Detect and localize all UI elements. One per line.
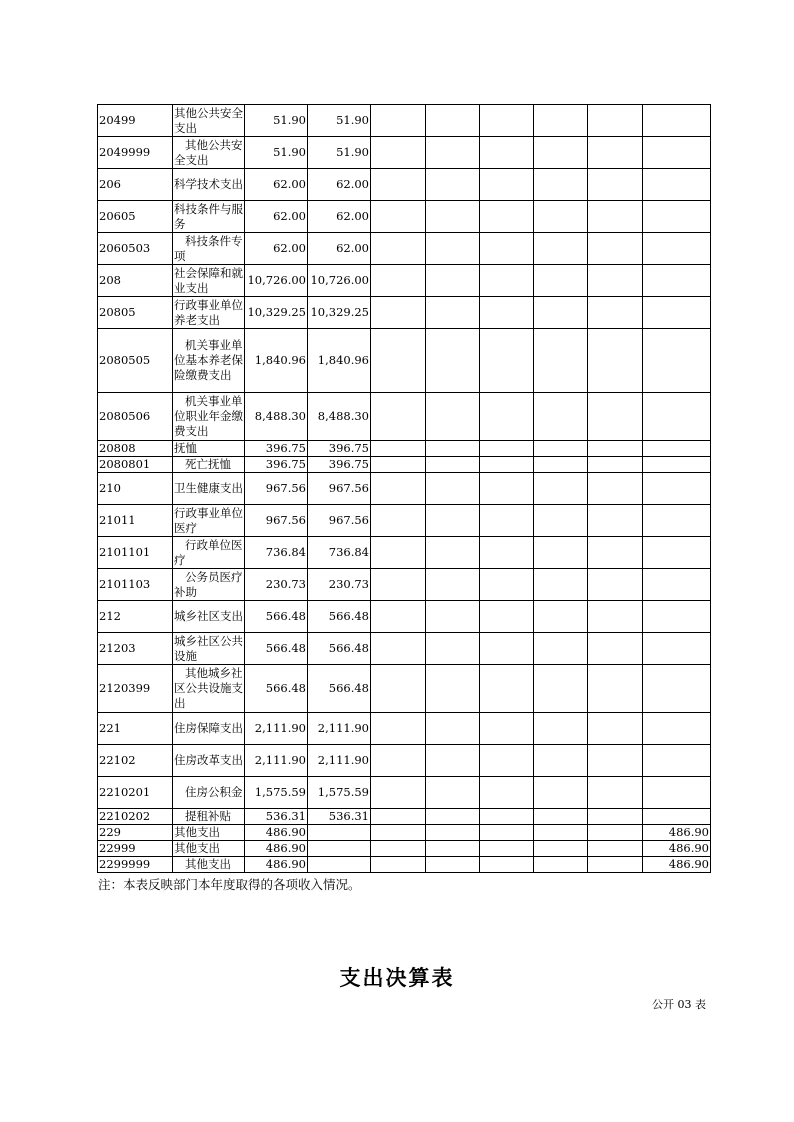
empty-cell: [588, 713, 643, 745]
code-cell: 221: [98, 713, 173, 745]
empty-cell: [534, 233, 588, 265]
fiscal-cell: 2,111.90: [308, 745, 371, 777]
empty-cell: [534, 265, 588, 297]
empty-cell: [588, 473, 643, 505]
total-cell: 1,840.96: [245, 329, 308, 393]
empty-cell: [371, 857, 426, 873]
other-income-cell: [643, 569, 711, 601]
other-income-cell: [643, 745, 711, 777]
total-cell: 2,111.90: [245, 745, 308, 777]
table-row: [98, 297, 711, 329]
empty-cell: [480, 265, 534, 297]
empty-cell: [588, 457, 643, 473]
table-row: [98, 329, 711, 393]
code-cell: 20805: [98, 297, 173, 329]
empty-cell: [426, 777, 480, 809]
fiscal-cell: 10,726.00: [308, 265, 371, 297]
table-row: [98, 393, 711, 441]
empty-cell: [534, 745, 588, 777]
empty-cell: [371, 745, 426, 777]
empty-cell: [480, 169, 534, 201]
total-cell: 2,111.90: [245, 713, 308, 745]
table-row: [98, 601, 711, 633]
table-row: [98, 745, 711, 777]
empty-cell: [480, 777, 534, 809]
empty-cell: [534, 857, 588, 873]
empty-cell: [426, 537, 480, 569]
code-cell: 20499: [98, 105, 173, 137]
total-cell: 51.90: [245, 137, 308, 169]
code-cell: 208: [98, 265, 173, 297]
name-cell: 住房公积金: [173, 777, 245, 809]
fiscal-cell: [308, 857, 371, 873]
name-cell: 其他城乡社区公共设施支出: [173, 665, 245, 713]
empty-cell: [371, 457, 426, 473]
empty-cell: [588, 201, 643, 233]
fiscal-cell: 1,840.96: [308, 329, 371, 393]
total-cell: 396.75: [245, 457, 308, 473]
empty-cell: [371, 713, 426, 745]
fiscal-cell: 736.84: [308, 537, 371, 569]
empty-cell: [426, 441, 480, 457]
empty-cell: [371, 137, 426, 169]
other-income-cell: [643, 265, 711, 297]
table-row: [98, 537, 711, 569]
empty-cell: [534, 137, 588, 169]
empty-cell: [426, 857, 480, 873]
empty-cell: [480, 297, 534, 329]
empty-cell: [534, 841, 588, 857]
empty-cell: [588, 857, 643, 873]
total-cell: 396.75: [245, 441, 308, 457]
fiscal-cell: 566.48: [308, 601, 371, 633]
fiscal-cell: 967.56: [308, 473, 371, 505]
table-row: [98, 137, 711, 169]
empty-cell: [371, 569, 426, 601]
other-income-cell: [643, 441, 711, 457]
empty-cell: [426, 297, 480, 329]
fiscal-cell: 1,575.59: [308, 777, 371, 809]
other-income-cell: [643, 105, 711, 137]
empty-cell: [534, 457, 588, 473]
other-income-cell: 486.90: [643, 825, 711, 841]
income-table: [97, 104, 711, 873]
empty-cell: [371, 633, 426, 665]
empty-cell: [480, 601, 534, 633]
empty-cell: [426, 457, 480, 473]
table-row: [98, 825, 711, 841]
empty-cell: [426, 505, 480, 537]
other-income-cell: [643, 137, 711, 169]
form-number: 公开 03 表: [652, 998, 706, 1011]
code-cell: 229: [98, 825, 173, 841]
empty-cell: [534, 633, 588, 665]
fiscal-cell: 566.48: [308, 665, 371, 713]
empty-cell: [588, 841, 643, 857]
empty-cell: [371, 329, 426, 393]
fiscal-cell: 51.90: [308, 105, 371, 137]
empty-cell: [426, 233, 480, 265]
empty-cell: [588, 169, 643, 201]
total-cell: 736.84: [245, 537, 308, 569]
fiscal-cell: 2,111.90: [308, 713, 371, 745]
empty-cell: [480, 665, 534, 713]
empty-cell: [371, 537, 426, 569]
empty-cell: [426, 265, 480, 297]
empty-cell: [588, 393, 643, 441]
other-income-cell: [643, 505, 711, 537]
empty-cell: [588, 265, 643, 297]
total-cell: 10,329.25: [245, 297, 308, 329]
total-cell: 486.90: [245, 825, 308, 841]
empty-cell: [534, 505, 588, 537]
empty-cell: [426, 745, 480, 777]
empty-cell: [371, 265, 426, 297]
table-row: [98, 105, 711, 137]
empty-cell: [534, 393, 588, 441]
empty-cell: [588, 569, 643, 601]
empty-cell: [371, 777, 426, 809]
code-cell: 2101101: [98, 537, 173, 569]
empty-cell: [371, 809, 426, 825]
empty-cell: [426, 105, 480, 137]
table-row: [98, 233, 711, 265]
code-cell: 22102: [98, 745, 173, 777]
empty-cell: [371, 473, 426, 505]
code-cell: 2080801: [98, 457, 173, 473]
total-cell: 566.48: [245, 601, 308, 633]
empty-cell: [480, 393, 534, 441]
empty-cell: [371, 201, 426, 233]
other-income-cell: [643, 537, 711, 569]
table-row: [98, 441, 711, 457]
other-income-cell: [643, 201, 711, 233]
name-cell: 社会保障和就业支出: [174, 265, 243, 295]
name-cell: 公务员医疗补助: [174, 569, 243, 599]
empty-cell: [480, 505, 534, 537]
code-cell: 2120399: [98, 665, 173, 713]
fiscal-cell: 62.00: [308, 169, 371, 201]
code-cell: 20605: [98, 201, 173, 233]
table-row: [98, 665, 711, 713]
empty-cell: [534, 297, 588, 329]
table-row: [98, 633, 711, 665]
empty-cell: [480, 105, 534, 137]
code-cell: 20808: [98, 441, 173, 457]
empty-cell: [588, 809, 643, 825]
other-income-cell: [643, 665, 711, 713]
empty-cell: [534, 713, 588, 745]
fiscal-cell: [308, 825, 371, 841]
table-row: [98, 777, 711, 809]
fiscal-cell: [308, 841, 371, 857]
code-cell: 2210201: [98, 777, 173, 809]
name-cell: 科学技术支出: [173, 169, 245, 201]
empty-cell: [371, 825, 426, 841]
total-cell: 230.73: [245, 569, 308, 601]
empty-cell: [480, 457, 534, 473]
fiscal-cell: 967.56: [308, 505, 371, 537]
empty-cell: [426, 841, 480, 857]
code-cell: 2049999: [98, 137, 173, 169]
empty-cell: [480, 713, 534, 745]
table-row: [98, 857, 711, 873]
empty-cell: [534, 169, 588, 201]
fiscal-cell: 396.75: [308, 457, 371, 473]
empty-cell: [588, 633, 643, 665]
empty-cell: [480, 537, 534, 569]
empty-cell: [371, 441, 426, 457]
total-cell: 62.00: [245, 233, 308, 265]
total-cell: 62.00: [245, 169, 308, 201]
other-income-cell: [643, 473, 711, 505]
name-cell: 其他支出: [173, 825, 245, 841]
table-row: [98, 169, 711, 201]
other-income-cell: [643, 633, 711, 665]
empty-cell: [426, 601, 480, 633]
empty-cell: [426, 713, 480, 745]
total-cell: 566.48: [245, 633, 308, 665]
empty-cell: [426, 393, 480, 441]
code-cell: 212: [98, 601, 173, 633]
name-cell: 其他公共安全支出: [174, 105, 243, 135]
other-income-cell: [643, 329, 711, 393]
empty-cell: [588, 777, 643, 809]
table-row: [98, 457, 711, 473]
code-cell: 2101103: [98, 569, 173, 601]
code-cell: 22999: [98, 841, 173, 857]
table-row: [98, 809, 711, 825]
empty-cell: [534, 569, 588, 601]
total-cell: 967.56: [245, 473, 308, 505]
empty-cell: [534, 601, 588, 633]
empty-cell: [588, 825, 643, 841]
table-row: [98, 569, 711, 601]
empty-cell: [480, 633, 534, 665]
empty-cell: [480, 569, 534, 601]
empty-cell: [371, 169, 426, 201]
empty-cell: [480, 201, 534, 233]
total-cell: 62.00: [245, 201, 308, 233]
empty-cell: [480, 841, 534, 857]
total-cell: 486.90: [245, 841, 308, 857]
other-income-cell: 486.90: [643, 841, 711, 857]
name-cell: 住房保障支出: [173, 713, 245, 745]
empty-cell: [480, 473, 534, 505]
name-cell: 行政事业单位医疗: [174, 505, 243, 535]
empty-cell: [588, 537, 643, 569]
table-row: [98, 841, 711, 857]
name-cell: 卫生健康支出: [173, 473, 245, 505]
other-income-cell: [643, 713, 711, 745]
other-income-cell: [643, 393, 711, 441]
fiscal-cell: 8,488.30: [308, 393, 371, 441]
table-body: [98, 105, 711, 873]
empty-cell: [588, 505, 643, 537]
code-cell: 206: [98, 169, 173, 201]
empty-cell: [534, 105, 588, 137]
other-income-cell: [643, 297, 711, 329]
empty-cell: [371, 841, 426, 857]
empty-cell: [426, 329, 480, 393]
empty-cell: [426, 473, 480, 505]
name-cell: 机关事业单位职业年金缴费支出: [173, 393, 245, 441]
empty-cell: [534, 441, 588, 457]
empty-cell: [480, 809, 534, 825]
code-cell: 2210202: [98, 809, 173, 825]
fiscal-cell: 566.48: [308, 633, 371, 665]
code-cell: 210: [98, 473, 173, 505]
table-footnote: 注：本表反映部门本年度取得的各项收入情况。: [98, 877, 361, 892]
total-cell: 8,488.30: [245, 393, 308, 441]
empty-cell: [534, 777, 588, 809]
code-cell: 2299999: [98, 857, 173, 873]
fiscal-cell: 230.73: [308, 569, 371, 601]
empty-cell: [371, 105, 426, 137]
empty-cell: [371, 601, 426, 633]
code-cell: 2080505: [98, 329, 173, 393]
fiscal-cell: 51.90: [308, 137, 371, 169]
empty-cell: [534, 329, 588, 393]
empty-cell: [480, 137, 534, 169]
empty-cell: [534, 537, 588, 569]
total-cell: 1,575.59: [245, 777, 308, 809]
empty-cell: [371, 665, 426, 713]
empty-cell: [371, 297, 426, 329]
empty-cell: [371, 393, 426, 441]
empty-cell: [588, 297, 643, 329]
other-income-cell: [643, 169, 711, 201]
fiscal-cell: 396.75: [308, 441, 371, 457]
code-cell: 2080506: [98, 393, 173, 441]
empty-cell: [426, 137, 480, 169]
empty-cell: [371, 505, 426, 537]
name-cell: 城乡社区支出: [173, 601, 245, 633]
name-cell: 行政事业单位养老支出: [174, 297, 243, 327]
total-cell: 10,726.00: [245, 265, 308, 297]
next-section-title: 支出决算表: [339, 966, 455, 990]
empty-cell: [480, 745, 534, 777]
empty-cell: [480, 329, 534, 393]
other-income-cell: [643, 777, 711, 809]
other-income-cell: [643, 809, 711, 825]
table-row: [98, 201, 711, 233]
empty-cell: [480, 857, 534, 873]
name-cell: 科技条件与服务: [174, 201, 243, 231]
empty-cell: [371, 233, 426, 265]
total-cell: 967.56: [245, 505, 308, 537]
empty-cell: [588, 601, 643, 633]
empty-cell: [480, 441, 534, 457]
empty-cell: [426, 569, 480, 601]
name-cell: 其他公共安全支出: [174, 137, 243, 167]
empty-cell: [534, 825, 588, 841]
empty-cell: [426, 201, 480, 233]
empty-cell: [588, 329, 643, 393]
name-cell: 行政单位医疗: [174, 537, 243, 567]
empty-cell: [588, 233, 643, 265]
empty-cell: [588, 745, 643, 777]
table-row: [98, 713, 711, 745]
empty-cell: [426, 665, 480, 713]
empty-cell: [534, 473, 588, 505]
name-cell: 死亡抚恤: [173, 457, 245, 473]
name-cell: 提租补贴: [173, 809, 245, 825]
empty-cell: [480, 825, 534, 841]
total-cell: 51.90: [245, 105, 308, 137]
name-cell: 抚恤: [173, 441, 245, 457]
empty-cell: [426, 809, 480, 825]
table-row: [98, 505, 711, 537]
table-row: [98, 473, 711, 505]
code-cell: 21011: [98, 505, 173, 537]
other-income-cell: [643, 601, 711, 633]
name-cell: 机关事业单位基本养老保险缴费支出: [173, 329, 245, 393]
name-cell: 其他支出: [173, 841, 245, 857]
empty-cell: [426, 169, 480, 201]
empty-cell: [426, 633, 480, 665]
fiscal-cell: 62.00: [308, 201, 371, 233]
empty-cell: [588, 137, 643, 169]
other-income-cell: [643, 233, 711, 265]
other-income-cell: [643, 457, 711, 473]
name-cell: 住房改革支出: [173, 745, 245, 777]
table-row: [98, 265, 711, 297]
total-cell: 486.90: [245, 857, 308, 873]
total-cell: 566.48: [245, 665, 308, 713]
code-cell: 2060503: [98, 233, 173, 265]
empty-cell: [480, 233, 534, 265]
empty-cell: [588, 665, 643, 713]
empty-cell: [534, 809, 588, 825]
empty-cell: [588, 105, 643, 137]
name-cell: 科技条件专项: [174, 233, 243, 263]
empty-cell: [588, 441, 643, 457]
code-cell: 21203: [98, 633, 173, 665]
total-cell: 536.31: [245, 809, 308, 825]
fiscal-cell: 536.31: [308, 809, 371, 825]
name-cell: 城乡社区公共设施: [174, 633, 243, 663]
empty-cell: [534, 201, 588, 233]
empty-cell: [426, 825, 480, 841]
other-income-cell: 486.90: [643, 857, 711, 873]
name-cell: 其他支出: [173, 857, 245, 873]
fiscal-cell: 62.00: [308, 233, 371, 265]
empty-cell: [534, 665, 588, 713]
fiscal-cell: 10,329.25: [308, 297, 371, 329]
